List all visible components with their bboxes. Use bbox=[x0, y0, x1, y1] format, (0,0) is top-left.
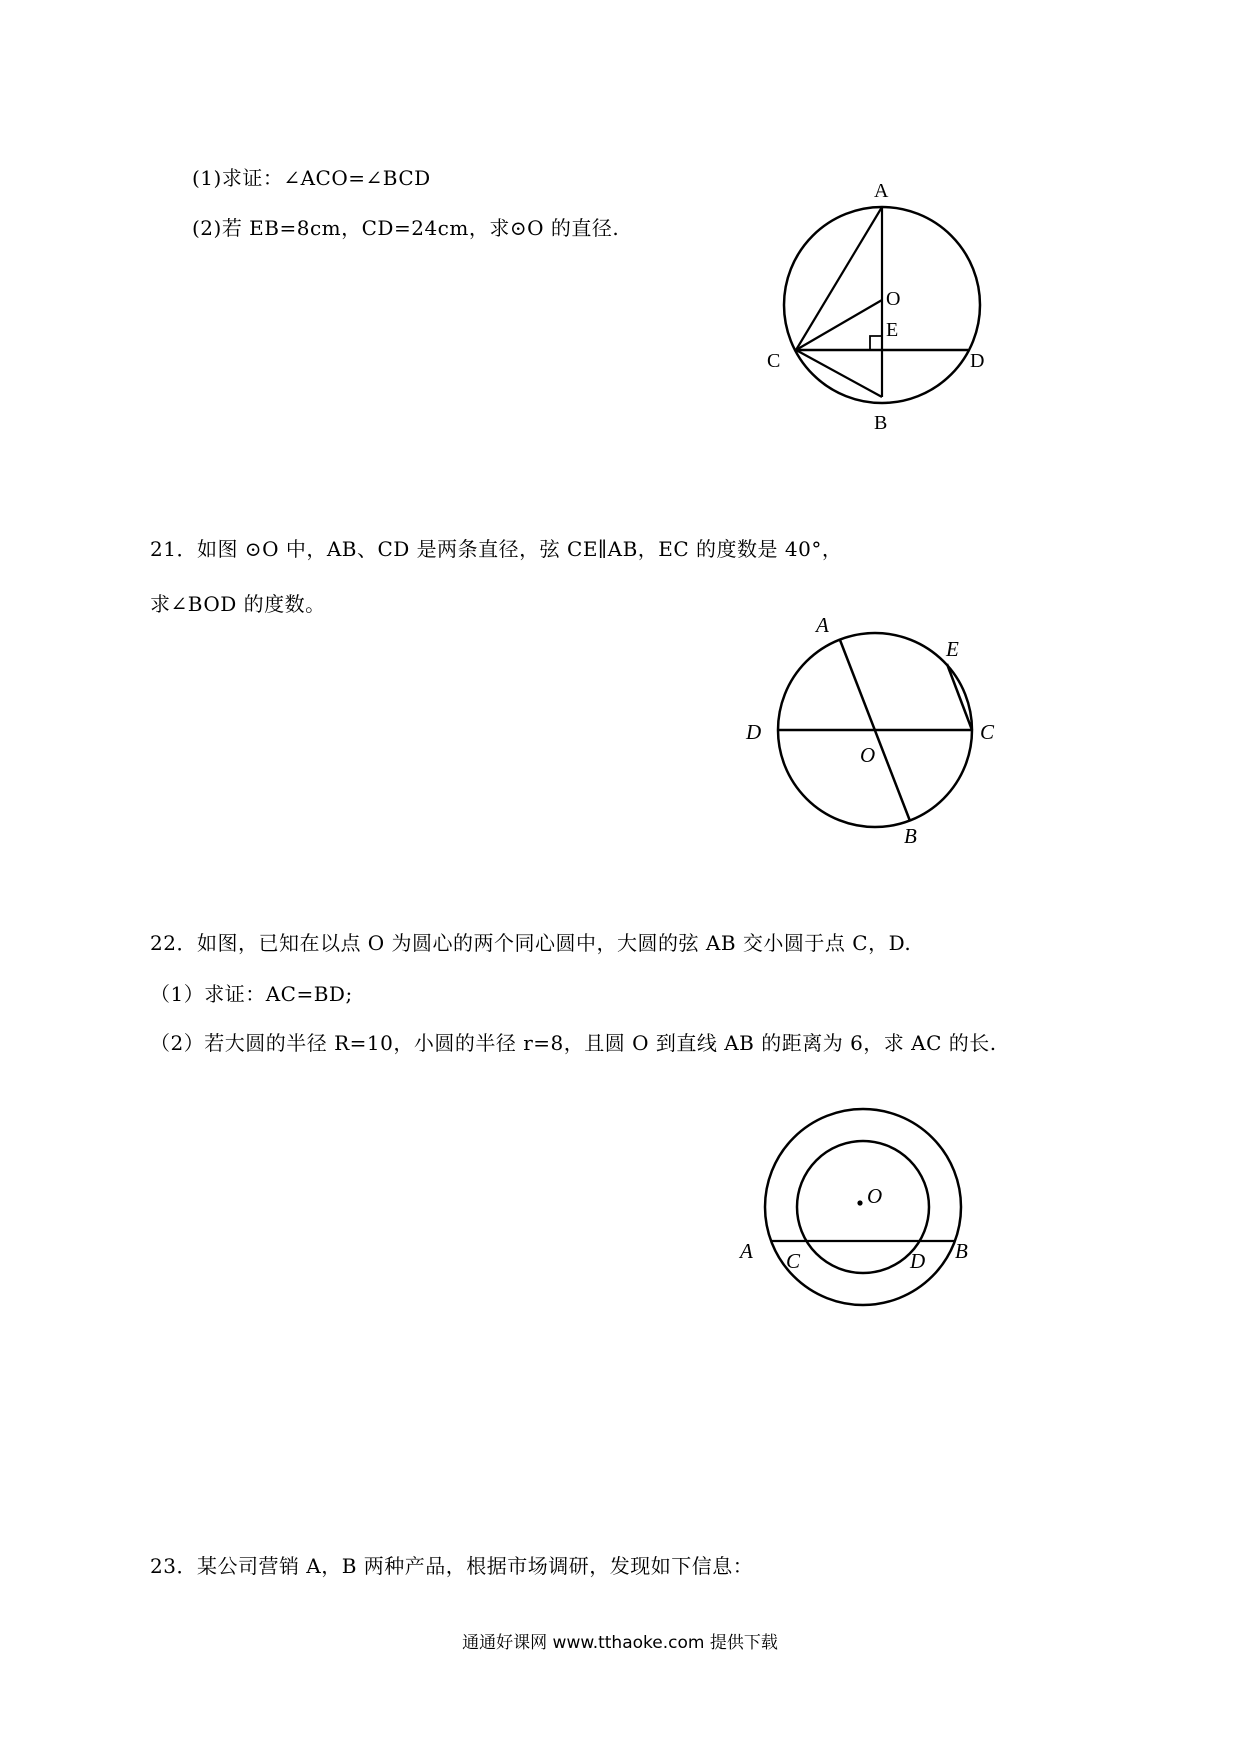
q20-label-e: E bbox=[886, 319, 899, 341]
q22-figure bbox=[735, 1100, 1005, 1320]
page-footer: 通通好课网 www.tthaoke.com 提供下载 bbox=[462, 1633, 778, 1653]
q21-figure bbox=[740, 600, 1010, 860]
q20-label-c: C bbox=[767, 350, 781, 372]
q22-label-a: A bbox=[740, 1239, 753, 1263]
q22-label-o: O bbox=[867, 1184, 883, 1208]
q21-label-e: E bbox=[946, 637, 959, 661]
q21-label-c: C bbox=[980, 720, 995, 744]
q21-label-a: A bbox=[816, 613, 829, 637]
q20-label-a: A bbox=[874, 180, 889, 202]
q22-label-d: D bbox=[910, 1249, 926, 1273]
q20-segment-ca bbox=[796, 207, 882, 350]
q20-label-d: D bbox=[970, 350, 985, 372]
q21-chord-ce bbox=[947, 664, 972, 730]
q20-right-angle-mark bbox=[870, 336, 882, 350]
q22-line2: （1）求证：AC=BD; bbox=[150, 982, 353, 1006]
q21-label-d: D bbox=[746, 720, 762, 744]
q20-segment-cb bbox=[796, 350, 882, 397]
q22-label-b: B bbox=[955, 1239, 968, 1263]
q22-line3: （2）若大圆的半径 R=10，小圆的半径 r=8，且圆 O 到直线 AB 的距离为 6，求 AC 的长. bbox=[150, 1031, 997, 1055]
q21-line2: 求∠BOD 的度数。 bbox=[150, 592, 326, 616]
q22-center-dot bbox=[857, 1200, 862, 1205]
q22-outer-circle bbox=[765, 1109, 961, 1305]
q23-line1: 23．某公司营销 A，B 两种产品，根据市场调研，发现如下信息： bbox=[150, 1554, 754, 1578]
q21-label-o: O bbox=[860, 743, 876, 767]
q20-label-b: B bbox=[874, 412, 888, 434]
q20-figure bbox=[760, 175, 1000, 445]
q20-part1: (1)求证：∠ACO=∠BCD bbox=[192, 166, 431, 190]
q22-line1: 22．如图，已知在以点 O 为圆心的两个同心圆中，大圆的弦 AB 交小圆于点 C，D. bbox=[150, 931, 912, 955]
q20-part2: (2)若 EB=8cm，CD=24cm，求⊙O 的直径. bbox=[192, 216, 620, 240]
q21-label-b: B bbox=[904, 824, 917, 848]
q21-line1: 21．如图 ⊙O 中，AB、CD 是两条直径，弦 CE∥AB，EC 的度数是 40°， bbox=[150, 537, 843, 561]
q22-label-c: C bbox=[786, 1249, 801, 1273]
q20-label-o: O bbox=[886, 288, 901, 310]
